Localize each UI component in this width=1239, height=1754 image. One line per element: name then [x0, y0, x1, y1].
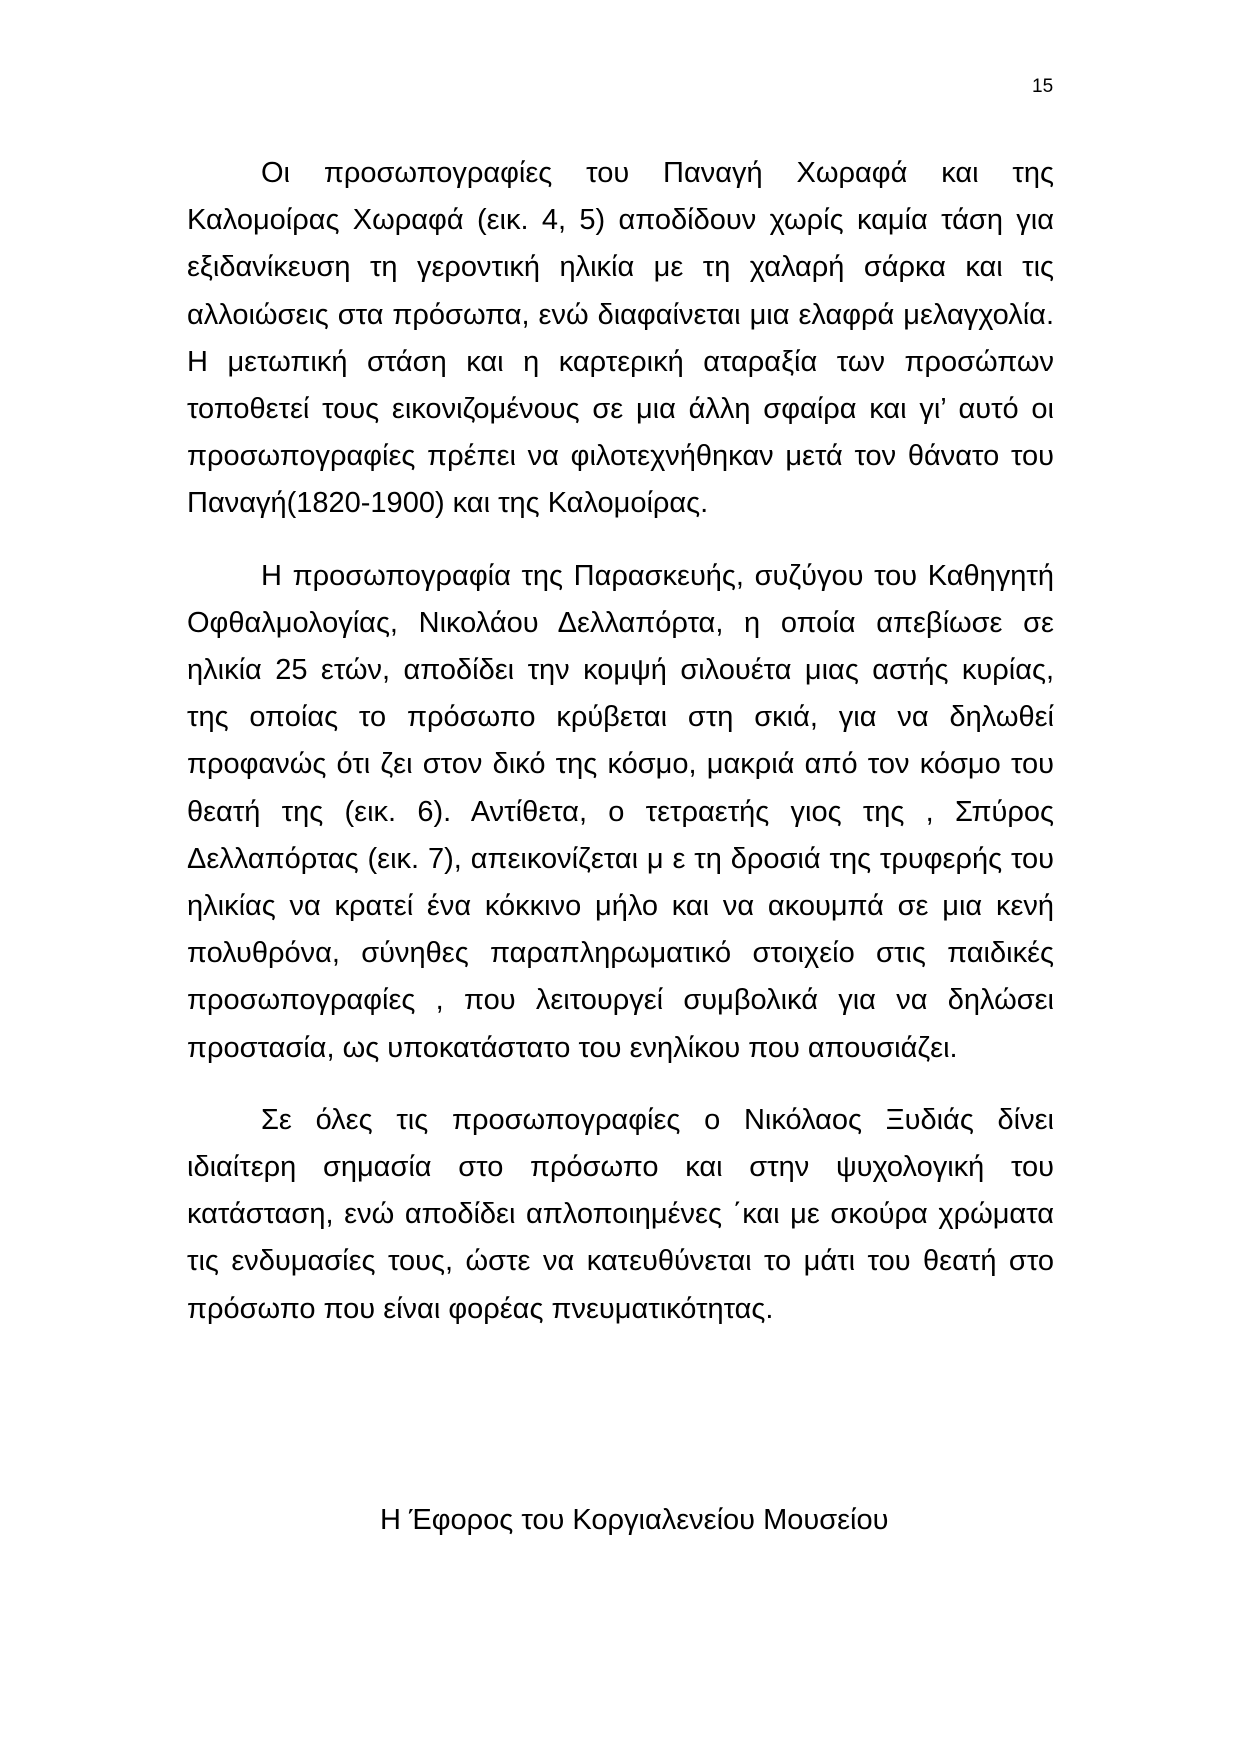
body-text — [187, 150, 1054, 1358]
page-number: 15 — [1032, 76, 1054, 97]
signature-line: Η Έφορος του Κοργιαλενείου Μουσείου — [380, 1504, 889, 1536]
paragraph: Οι προσωπογραφίες του Παναγή Χωραφά και της Καλομοίρας Χωραφά (εικ. 4, 5) αποδίδουν χωρίς καμία τάση για εξιδανίκευση τη γεροντική ηλικία με τη χαλαρή σάρκα και τις αλλοιώσεις στα πρόσωπα, ενώ διαφαίνεται μια ελαφρά μελαγχολία. Η μετωπική στάση και η καρτερική αταραξία των προσώπων τοποθετεί τους εικονιζομένους σε μια άλλη σφαίρα και γι’ αυτό οι προσωπογραφίες πρέπει να φιλοτεχνήθηκαν μετά τον θάνατο του Παναγή(1820-1900) και της Καλομοίρας. — [187, 157, 1054, 520]
paragraph: Η προσωπογραφία της Παρασκευής, συζύγου του Καθηγητή Οφθαλμολογίας, Νικολάου Δελλαπόρτα, η οποία απεβίωσε σε ηλικία 25 ετών, αποδίδει την κομψή σιλουέτα μιας αστής κυρίας, της οποίας το πρόσωπο κρύβεται στη σκιά, για να δηλωθεί προφανώς ότι ζει στον δικό της κόσμο, μακριά από τον κόσμο του θεατή της (εικ. 6). Αντίθετα, ο τετραετής γιος της , Σπύρος Δελλαπόρτας (εικ. 7), απεικονίζεται μ ε τη δροσιά της τρυφερής του ηλικίας να κρατεί ένα κόκκινο μήλο και να ακουμπά σε μια κενή πολυθρόνα, σύνηθες παραπληρωματικό στοιχείο στις παιδικές προσωπογραφίες , που λειτουργεί συμβολικά για να δηλώσει προστασία, ως υποκατάστατο του ενηλίκου που απουσιάζει. — [187, 559, 1054, 1064]
paragraph: Σε όλες τις προσωπογραφίες ο Νικόλαος Ξυδιάς δίνει ιδιαίτερη σημασία στο πρόσωπο και στην ψυχολογική του κατάσταση, ενώ αποδίδει απλοποιημένες ΄και με σκούρα χρώματα τις ενδυμασίες τους, ώστε να κατευθύνεται το μάτι του θεατή στο πρόσωπο που είναι φορέας πνευματικότητας. — [187, 1103, 1054, 1325]
